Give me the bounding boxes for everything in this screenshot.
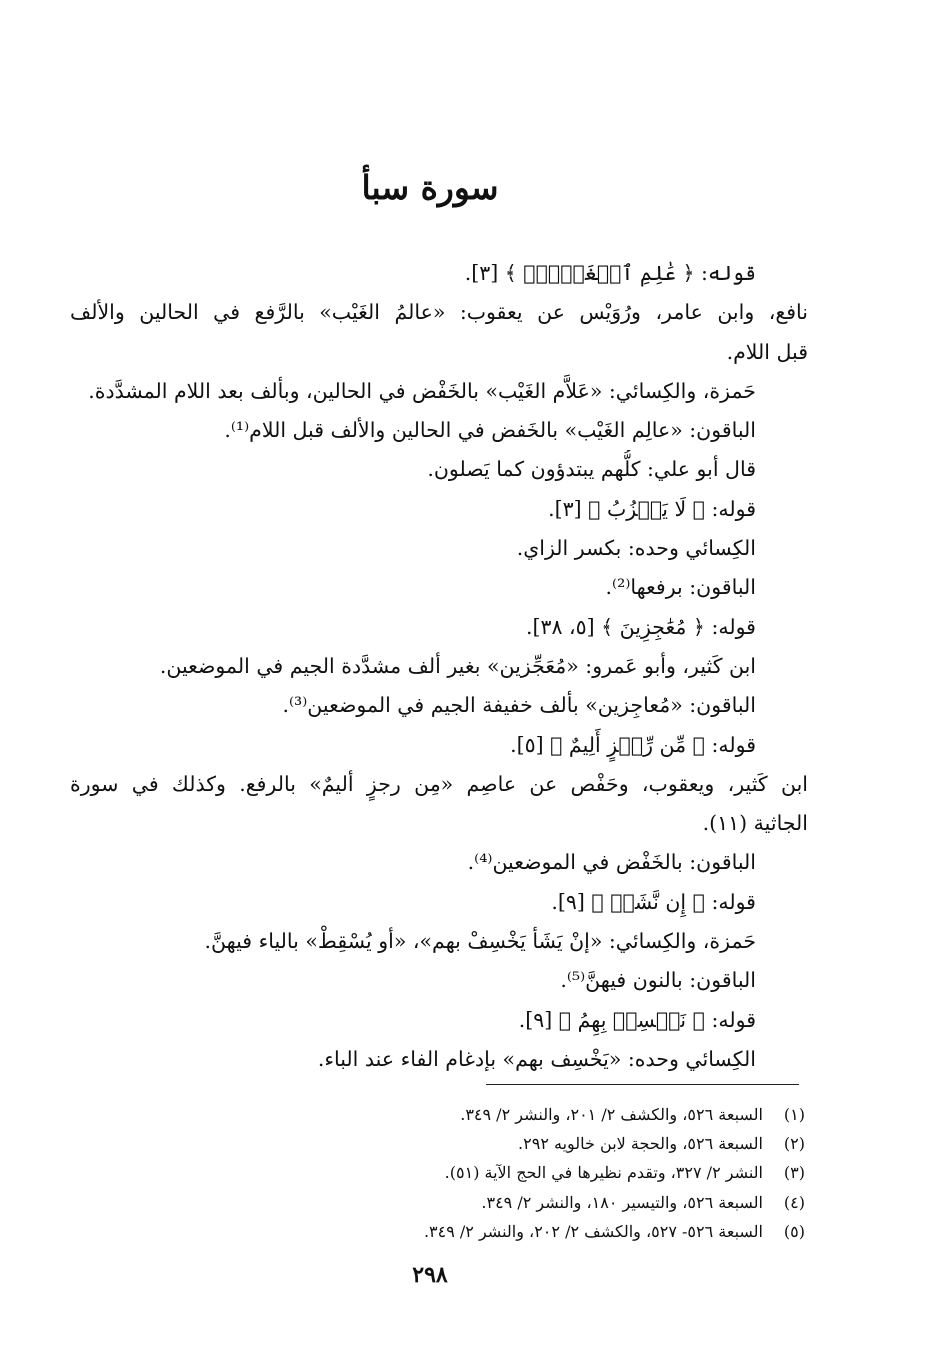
text-line: حَمزة، والكِسائي: «إنْ يَشَأ يَخْسِفْ بهم»، «أو يُسْقِطْ» بالياء فيهنَّ. bbox=[204, 929, 756, 954]
footnote-item bbox=[205, 1100, 805, 1129]
text-line: قوله: ﴿ نَخۡسِفۡ بِهِمُ ﴾ [٩]. bbox=[518, 1007, 756, 1032]
text-line: الباقون: برفعها⁽²⁾. bbox=[605, 575, 756, 600]
text-line: الباقون: بالخَفْض في الموضعين⁽⁴⁾. bbox=[467, 850, 756, 875]
footnote-text: السبعة ٥٢٦، والكشف ٢/ ٢٠١، والنشر ٢/ ٣٤٩. bbox=[460, 1105, 763, 1124]
main-text bbox=[70, 254, 808, 1079]
footnote-number: (٥) bbox=[783, 1221, 805, 1241]
text-line: قوله: ﴿ عَٰلِمِ ٱلۡغَيۡبِۖ ﴾ [٣]. bbox=[464, 261, 756, 285]
text-line: ابن كَثير، وأبو عَمرو: «مُعَجِّزين» بغير ألف مشدَّدة الجيم في الموضعين. bbox=[159, 653, 756, 678]
footnote-text: السبعة ٥٢٦، والحجة لابن خالويه ٢٩٢. bbox=[518, 1134, 763, 1154]
text-line: قوله: ﴿ مِّن رِّجۡزٍ أَلِيمٌ ﴾ [٥]. bbox=[510, 732, 756, 757]
text-line: الباقون: «عالِم الغَيْب» بالخَفض في الحالين والألف قبل اللام⁽¹⁾. bbox=[224, 418, 756, 443]
text-line: قوله: ﴿ إِن نَّشَأۡ ﴾ [٩]. bbox=[551, 889, 756, 914]
footnote-item bbox=[205, 1129, 805, 1158]
text-line: الكِسائي وحده: بكسر الزاي. bbox=[516, 536, 756, 561]
text-line: الكِسائي وحده: «يَخْسِف بهم» بإدغام الفاء عند الباء. bbox=[317, 1046, 756, 1071]
text-line: الباقون: «مُعاجِزين» بألف خفيفة الجيم في الموضعين⁽³⁾. bbox=[282, 693, 756, 718]
footnote-text: السبعة ٥٢٦- ٥٢٧، والكشف ٢/ ٢٠٢، والنشر ٢/ ٣٤٩. bbox=[423, 1221, 763, 1241]
text-line: الباقون: بالنون فيهنَّ⁽⁵⁾. bbox=[560, 968, 756, 993]
footnote-text: النشر ٢/ ٣٢٧، وتقدم نظيرها في الحج الآية (٥١). bbox=[444, 1163, 763, 1183]
text-line: حَمزة، والكِسائي: «عَلاَّم الغَيْب» بالخَفْض في الحالين، وبألف بعد اللام المشدَّدة. bbox=[88, 378, 756, 403]
surah-title: سورة سبأ bbox=[361, 168, 499, 207]
text-line: قوله: ﴿ لَا يَعۡزُبُ ﴾ [٣]. bbox=[548, 496, 756, 521]
footnote-number: (١) bbox=[783, 1105, 805, 1124]
footnote-item bbox=[205, 1158, 805, 1187]
footnote-divider bbox=[486, 1084, 799, 1085]
footnote-item bbox=[205, 1217, 805, 1246]
footnote-text: السبعة ٥٢٦، والتيسير ١٨٠، والنشر ٢/ ٣٤٩. bbox=[481, 1192, 763, 1212]
text-line: قوله: ﴿ مُعَٰجِزِينَ ﴾ [٥، ٣٨]. bbox=[525, 614, 756, 639]
text-line: نافع، وابن عامر، ورُوَيْس عن يعقوب: «عالمُ الغَيْب» بالرَّفع في الحالين والألف bbox=[70, 300, 808, 325]
text-line: الجاثية (١١). bbox=[702, 811, 808, 836]
text-line: قبل اللام. bbox=[726, 339, 808, 364]
footnote-item bbox=[205, 1188, 805, 1217]
text-line: ابن كَثير، ويعقوب، وحَفْص عن عاصِم «مِن رجزٍ أليمٌ» بالرفع. وكذلك في سورة bbox=[70, 771, 808, 796]
footnote-number: (٤) bbox=[783, 1192, 805, 1212]
page-number: ٢٩٨ bbox=[412, 1262, 448, 1288]
footnote-number: (٢) bbox=[783, 1134, 805, 1154]
text-line: قال أبو علي: كلُّهم يبتدؤون كما يَصلون. bbox=[427, 457, 756, 482]
footnote-number: (٣) bbox=[783, 1163, 805, 1183]
footnotes bbox=[205, 1100, 805, 1246]
